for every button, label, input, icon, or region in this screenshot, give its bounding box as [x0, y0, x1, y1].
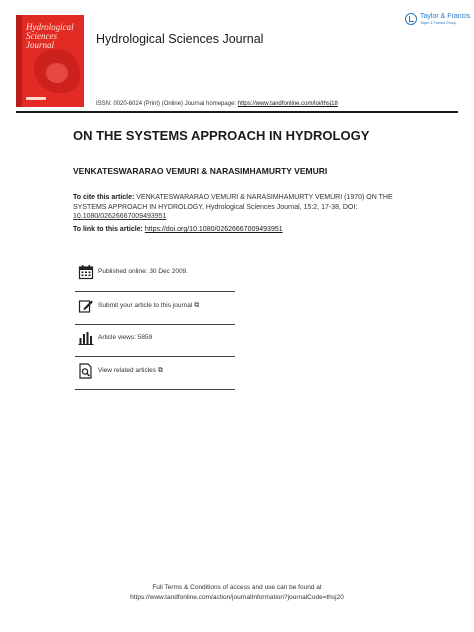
- article-title: ON THE SYSTEMS APPROACH IN HYDROLOGY: [73, 128, 370, 143]
- cite-text: VENKATESWARARAO VEMURI & NARASIMHAMURTY VEMURI (1970) ON THE SYSTEMS APPROACH IN HYDROLOGY, Hydrological Sciences Journal, 15:2, 17-38, DOI:: [73, 194, 393, 211]
- journal-homepage-link[interactable]: https://www.tandfonline.com/loi/thsj18: [237, 101, 338, 107]
- citation-block: [73, 193, 413, 222]
- journal-cover-image: [16, 15, 84, 107]
- publisher-name: Taylor & Francis: [420, 13, 471, 20]
- cover-spine: [16, 15, 22, 107]
- calendar-icon: [78, 264, 94, 280]
- terms-line: Full Terms & Conditions of access and use can be found at: [152, 584, 322, 591]
- article-views-row: [75, 324, 235, 354]
- cover-publisher-mark: [26, 97, 46, 100]
- cover-journal-title: Hydrological Sciences Journal: [26, 22, 74, 50]
- article-doi-url[interactable]: https://doi.org/10.1080/02626667009493951: [144, 226, 283, 233]
- issn-line: [96, 101, 338, 107]
- publisher-logo: [405, 13, 471, 29]
- info-divider: [75, 389, 235, 390]
- journal-title: Hydrological Sciences Journal: [96, 32, 264, 46]
- related-search-icon: [78, 363, 94, 379]
- publisher-tagline: Taylor & Francis Group: [420, 21, 456, 25]
- issn-text: ISSN: 0020-6024 (Print) (Online) Journal homepage:: [96, 101, 238, 107]
- terms-url[interactable]: https://www.tandfonline.com/action/journalInformation?journalCode=thsj20: [130, 593, 344, 601]
- bar-chart-icon: [78, 330, 94, 346]
- doi-link[interactable]: 10.1080/02626667009493951: [73, 213, 167, 220]
- external-link-icon: ⧉: [194, 302, 200, 309]
- article-views: Article views: 5859: [98, 334, 153, 341]
- publisher-logo-icon: [405, 13, 417, 25]
- footer: [0, 583, 474, 602]
- article-authors: VENKATESWARARAO VEMURI & NARASIMHAMURTY VEMURI: [73, 166, 328, 176]
- submit-article-text: Submit your article to this journal: [98, 302, 193, 309]
- header-divider: [16, 111, 458, 113]
- external-link-icon: ⧉: [158, 367, 164, 374]
- submit-article-label: [98, 302, 199, 310]
- link-label: To link to this article:: [73, 226, 145, 233]
- related-articles-text: View related articles: [98, 367, 157, 374]
- article-link-line: [73, 226, 283, 233]
- published-date: Published online: 30 Dec 2009.: [98, 268, 188, 275]
- edit-icon: [78, 298, 94, 314]
- published-row: [75, 258, 235, 288]
- cover-graphic-highlight: [46, 63, 68, 83]
- related-articles-label: [98, 367, 163, 375]
- cite-label: To cite this article:: [73, 194, 135, 201]
- view-related-articles-link[interactable]: [75, 357, 235, 387]
- submit-article-link[interactable]: [75, 292, 235, 322]
